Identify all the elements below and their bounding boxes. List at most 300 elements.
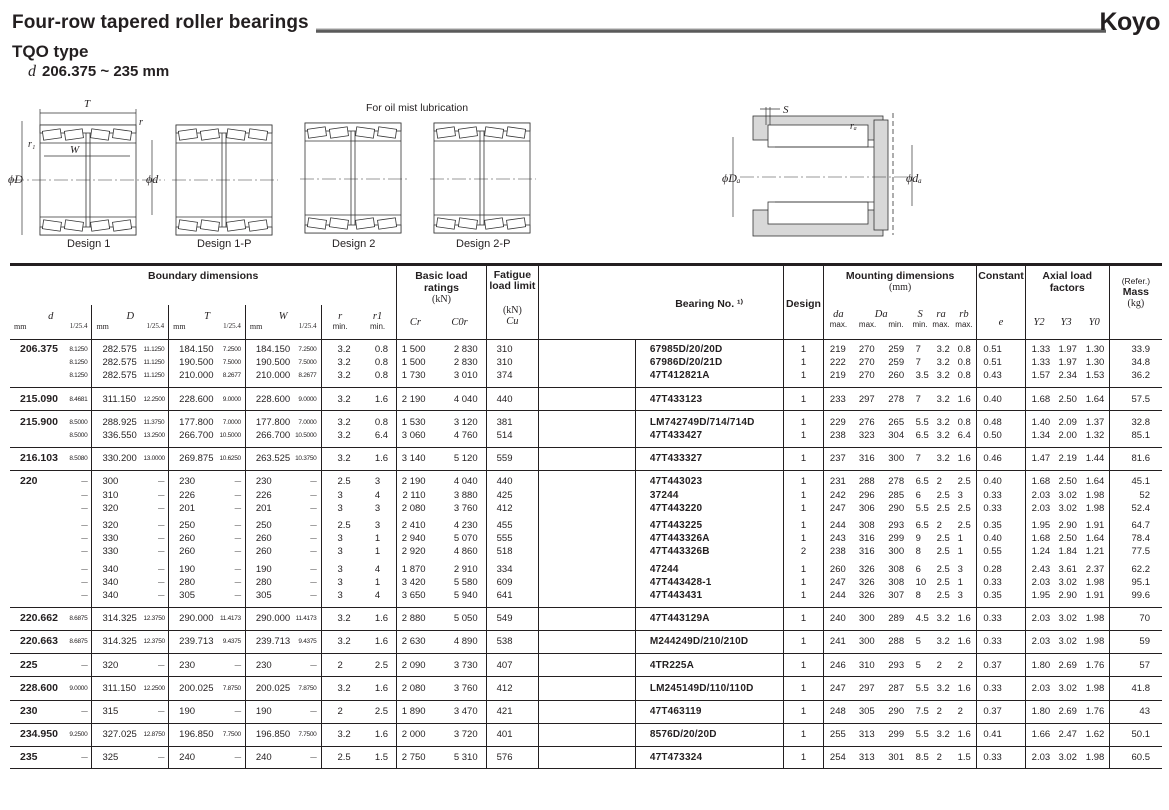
cell-Da-max: 326	[858, 590, 875, 602]
table-row	[10, 393, 1162, 406]
cell-T: 280	[169, 576, 218, 589]
cell-T: 190	[169, 563, 218, 576]
cell-Da-max: 316	[858, 533, 875, 545]
cell-r1: 3	[374, 520, 381, 532]
cell-T-in: 9.0000	[222, 395, 241, 403]
cell-da: 242	[823, 489, 852, 502]
cell-r: 2	[321, 705, 359, 718]
table-row	[10, 612, 1162, 625]
cell-T-in: 7.8750	[222, 684, 241, 692]
cell-D: 310	[92, 489, 143, 502]
cell-rb: 1.5	[957, 752, 971, 764]
design-1-label: Design 1	[67, 238, 111, 250]
col-Y0	[1080, 305, 1109, 339]
cell-r: 3.2	[321, 612, 359, 625]
cell-T: 290.000	[169, 612, 218, 625]
cell-Y3: 1.97	[1058, 344, 1077, 355]
cell-W: 228.600	[245, 393, 293, 406]
cell-da: 247	[823, 682, 852, 695]
cell-T-in: —	[234, 522, 241, 530]
cell-Y3: 3.02	[1058, 576, 1077, 588]
load-ratings-title: Basic load ratings	[415, 270, 468, 294]
cell-C0r: 3 760	[453, 502, 478, 514]
cell-W-in: 10.3750	[295, 455, 317, 463]
mass-label: Mass	[1122, 286, 1149, 298]
cell-d-in: —	[81, 578, 88, 586]
cell-no: 4TR225A	[635, 659, 783, 672]
cell-d-in: —	[81, 708, 88, 716]
cell-ra: 3.2	[936, 357, 950, 369]
cell-Y3: 2.90	[1058, 520, 1077, 532]
cell-e: 0.37	[977, 659, 1025, 672]
bearing-group	[10, 388, 1162, 411]
col-Cu-symbol: Cu	[506, 316, 519, 327]
cell-S: 5	[915, 636, 921, 648]
cell-r1: 1.6	[374, 453, 389, 465]
cell-Da-min: 290	[888, 502, 905, 514]
cell-D: 300	[92, 475, 143, 488]
cell-S: 6	[915, 489, 921, 501]
col-D-mm: mm	[96, 322, 109, 331]
col-r1-min: min.	[370, 322, 386, 331]
cell-e: 0.43	[977, 369, 1025, 382]
cell-no: M244249D/210/210D	[635, 635, 783, 648]
cell-r: 3	[321, 576, 359, 589]
cell-Cr: 2 750	[397, 751, 434, 764]
cell-no: 47244	[635, 563, 783, 576]
cell-Da-max: 316	[858, 546, 875, 558]
cell-Y2: 1.40	[1025, 416, 1052, 429]
cell-C0r: 2 830	[453, 357, 478, 369]
cell-S: 7	[915, 344, 921, 355]
cell-Da-max: 300	[858, 613, 875, 625]
cell-d	[10, 576, 60, 589]
cell-d-in: —	[81, 504, 88, 512]
cell-Cr: 3 420	[397, 576, 434, 589]
cell-C0r: 5 070	[453, 533, 478, 545]
cell-Cu: 310	[486, 343, 539, 356]
cell-C0r: 5 310	[453, 752, 478, 764]
cell-d: 220.663	[20, 635, 58, 648]
cell-no: 47T443220	[635, 502, 783, 515]
cell-rb: 1.6	[957, 636, 971, 648]
cell-no: LM245149D/110/110D	[635, 682, 783, 695]
cell-rb: 0.8	[957, 344, 971, 355]
cell-d: 234.950	[20, 728, 58, 741]
cell-W: 177.800	[245, 416, 293, 429]
cell-C0r: 5 050	[453, 613, 478, 625]
cell-D-in: 12.3750	[143, 615, 165, 623]
cell-no: 47T433427	[635, 429, 783, 442]
cell-ra: 2.5	[936, 533, 950, 545]
col-Y3-symbol: Y3	[1060, 317, 1072, 328]
cell-mass: 60.5	[1109, 751, 1162, 764]
col-r-min: min.	[332, 322, 348, 331]
cell-da: 254	[823, 751, 852, 764]
cell-D: 288.925	[92, 416, 143, 429]
table-row	[10, 563, 1162, 576]
cell-r1: 2.5	[374, 706, 389, 718]
cell-Da-min: 299	[888, 729, 905, 741]
cell-W-in: —	[310, 578, 317, 586]
table-row	[10, 502, 1162, 515]
cell-mass: 78.4	[1109, 532, 1162, 545]
cell-C0r: 4 040	[453, 476, 478, 488]
cell-d: 216.103	[20, 452, 58, 465]
cell-r: 3.2	[321, 369, 359, 382]
cell-Y3: 3.02	[1058, 613, 1077, 625]
cell-design: 1	[784, 635, 824, 648]
cell-T: 250	[169, 519, 218, 532]
cell-W-in: —	[310, 661, 317, 669]
cell-e: 0.46	[977, 452, 1025, 465]
cell-W-in: 10.5000	[295, 432, 317, 440]
cell-T: 260	[169, 545, 218, 558]
cell-mass: 64.7	[1109, 519, 1162, 532]
cell-D-in: 12.2500	[143, 395, 165, 403]
cell-Y0: 1.44	[1085, 453, 1105, 465]
cell-T-in: 9.4375	[222, 638, 241, 646]
svg-text:ϕdₐ: ϕdₐ	[906, 171, 922, 185]
cell-da: 241	[823, 635, 852, 648]
cell-D: 282.575	[92, 343, 143, 356]
cell-design: 1	[784, 475, 824, 488]
col-spacer	[539, 305, 636, 339]
cell-Y2: 1.24	[1025, 545, 1052, 558]
cell-spacer	[539, 728, 636, 741]
cell-d	[10, 502, 60, 515]
cell-r1: 2.5	[374, 659, 389, 671]
cell-spacer	[539, 356, 636, 369]
col-S-symbol: S	[917, 309, 923, 320]
cell-design: 1	[784, 416, 824, 429]
cell-Da-min: 259	[888, 344, 905, 355]
col-Cu	[486, 305, 539, 339]
cell-S: 6	[915, 563, 921, 575]
bearing-group	[10, 470, 1162, 607]
cell-C0r: 3 010	[453, 370, 478, 382]
cell-C0r: 4 890	[453, 636, 478, 648]
cell-r1: 1.6	[374, 682, 389, 694]
cell-no: 8576D/20/20D	[635, 728, 783, 741]
cell-D: 330.200	[92, 452, 143, 465]
cell-C0r: 3 720	[453, 729, 478, 741]
cell-Cr: 1 500	[397, 343, 434, 356]
cell-ra: 3.2	[936, 613, 950, 625]
cell-Y2: 2.03	[1025, 502, 1052, 515]
cell-r1: 3	[374, 502, 381, 514]
col-T-mm: mm	[173, 322, 186, 331]
cell-e: 0.51	[977, 356, 1025, 369]
cell-da: 255	[823, 728, 852, 741]
cell-W-in: 7.2500	[298, 346, 317, 353]
cell-T-in: —	[234, 754, 241, 762]
cell-D-in: 11.1250	[143, 359, 165, 367]
cell-rb: 1	[957, 546, 963, 558]
cell-T-in: —	[234, 504, 241, 512]
cell-rb: 2.5	[957, 502, 971, 514]
cell-Y3: 3.02	[1058, 636, 1077, 648]
table-row	[10, 343, 1162, 356]
range-value: 206.375 ~ 235 mm	[42, 63, 170, 80]
cell-e: 0.40	[977, 532, 1025, 545]
col-Da-max: max.	[858, 320, 877, 329]
cell-mass: 99.6	[1109, 589, 1162, 602]
cell-e: 0.33	[977, 751, 1025, 764]
cell-D-in: 13.2500	[143, 432, 165, 440]
cell-Cr: 2 090	[397, 659, 434, 672]
cell-da: 222	[823, 356, 852, 369]
cell-W: 200.025	[245, 682, 293, 695]
cell-design: 1	[784, 502, 824, 515]
cell-da: 231	[823, 475, 852, 488]
col-rb	[952, 305, 977, 339]
cell-ra: 3.2	[936, 729, 950, 741]
cell-mass: 36.2	[1109, 369, 1162, 382]
cell-d	[10, 545, 60, 558]
cell-spacer	[539, 751, 636, 764]
cell-Cr: 2 190	[397, 393, 434, 406]
col-d-in: 1/25.4	[69, 322, 88, 330]
cell-r: 3.2	[321, 416, 359, 429]
table-row	[10, 416, 1162, 429]
cell-T: 230	[169, 475, 218, 488]
cell-Y0: 1.53	[1085, 370, 1105, 382]
cell-Y3: 2.69	[1058, 706, 1077, 718]
cell-Da-max: 323	[858, 430, 875, 442]
cell-rb: 0.8	[957, 357, 971, 369]
mounting-header	[823, 265, 976, 306]
cell-Da-min: 300	[888, 453, 905, 465]
cell-D-in: 12.8750	[143, 731, 165, 739]
cell-W: 266.700	[245, 429, 293, 442]
cell-ra: 3.2	[936, 370, 950, 382]
cell-Y0: 1.76	[1085, 659, 1105, 671]
cell-T-in: —	[234, 592, 241, 600]
cell-T-in: —	[234, 478, 241, 486]
constant-header: Constant	[977, 265, 1025, 306]
design-2-label: Design 2	[332, 238, 376, 250]
cell-spacer	[539, 545, 636, 558]
design-1p-drawing	[172, 125, 278, 235]
cell-mass: 57.5	[1109, 393, 1162, 406]
cell-Y3: 2.00	[1058, 430, 1077, 442]
cell-D-in: —	[157, 535, 165, 543]
cell-C0r: 4 860	[453, 546, 478, 558]
cell-d-in: 8.1250	[69, 346, 88, 353]
bearing-no-header: Bearing No. ¹⁾	[635, 265, 783, 340]
cell-D: 330	[92, 532, 143, 545]
cell-e: 0.40	[977, 393, 1025, 406]
table-row	[10, 589, 1162, 602]
cell-C0r: 5 580	[453, 576, 478, 588]
cell-W: 210.000	[245, 369, 293, 382]
table-row	[10, 728, 1162, 741]
cell-Cr: 2 630	[397, 635, 434, 648]
cell-W-in: —	[310, 491, 317, 499]
cell-r1: 4	[374, 590, 381, 602]
cell-Cr: 2 000	[397, 728, 434, 741]
cell-Y2: 2.03	[1025, 682, 1052, 695]
cell-Y3: 3.02	[1058, 502, 1077, 514]
svg-text:r₁: r₁	[28, 139, 36, 150]
cell-T-in: 7.7500	[222, 731, 241, 739]
cell-mass: 32.8	[1109, 416, 1162, 429]
cell-spacer	[539, 532, 636, 545]
table-row	[10, 545, 1162, 558]
cell-Cr: 2 190	[397, 475, 434, 488]
cell-C0r: 4 230	[453, 520, 478, 532]
cell-Da-max: 288	[858, 476, 875, 488]
cell-rb: 2.5	[957, 520, 971, 532]
cell-d-in: —	[81, 535, 88, 543]
cell-d: 235	[20, 751, 38, 764]
cell-Y3: 3.61	[1058, 563, 1077, 575]
cell-Y0: 1.98	[1085, 613, 1105, 625]
bearing-group	[10, 700, 1162, 723]
cell-Y3: 2.69	[1058, 659, 1077, 671]
bearing-type: TQO type	[12, 42, 89, 61]
cell-d	[10, 489, 60, 502]
col-D-symbol: D	[126, 311, 135, 322]
cell-design: 1	[784, 532, 824, 545]
cell-W: 260	[245, 545, 293, 558]
cell-Da-max: 313	[858, 729, 875, 741]
cell-ra: 3.2	[936, 430, 950, 442]
cell-T: 201	[169, 502, 218, 515]
cell-d-in: —	[81, 754, 88, 762]
bearing-group	[10, 447, 1162, 470]
cell-Da-max: 326	[858, 576, 875, 588]
cell-Da-min: 308	[888, 563, 905, 575]
cell-Y0: 1.32	[1085, 430, 1105, 442]
cell-W: 230	[245, 659, 293, 672]
cell-ra: 3.2	[936, 453, 950, 465]
cell-Cu: 549	[486, 612, 539, 625]
cell-Y2: 1.80	[1025, 705, 1052, 718]
cell-T: 210.000	[169, 369, 218, 382]
cell-d: 215.090	[20, 392, 58, 405]
cell-d	[10, 589, 60, 602]
col-da-max: max.	[829, 320, 848, 329]
cell-C0r: 2 830	[453, 344, 478, 355]
cell-Cu: 641	[486, 589, 539, 602]
cell-Cu: 401	[486, 728, 539, 741]
spacer-header	[539, 265, 636, 306]
bore-range	[28, 63, 169, 81]
mass-header	[1109, 265, 1162, 340]
cell-spacer	[539, 612, 636, 625]
cell-W-in: —	[310, 754, 317, 762]
cell-r: 3	[321, 489, 359, 502]
cell-ra: 2	[936, 706, 942, 718]
col-d-mm: mm	[14, 322, 27, 331]
cell-Y3: 2.50	[1058, 393, 1077, 405]
col-Da-symbol: Da	[874, 309, 888, 320]
cell-Y2: 1.33	[1025, 343, 1052, 356]
cell-T-in: 10.5000	[219, 432, 241, 440]
cell-d: 206.375	[20, 343, 58, 355]
cell-D: 327.025	[92, 728, 143, 741]
cell-ra: 2	[936, 520, 942, 532]
cell-no: 47T443023	[635, 475, 783, 488]
cell-rb: 2.5	[957, 476, 971, 488]
cell-Cr: 2 410	[397, 519, 434, 532]
table-row	[10, 659, 1162, 672]
cell-Y2: 1.68	[1025, 393, 1052, 406]
table-row	[10, 576, 1162, 589]
cell-no: 47T473324	[635, 751, 783, 764]
cell-d: 230	[20, 705, 38, 718]
cell-W-in: —	[310, 592, 317, 600]
cell-S: 5.5	[915, 502, 929, 514]
cell-spacer	[539, 369, 636, 382]
cell-r: 2.5	[321, 475, 359, 488]
cell-T: 177.800	[169, 416, 218, 429]
load-ratings-unit: (kN)	[432, 294, 451, 305]
col-W	[245, 305, 321, 339]
cell-T: 226	[169, 489, 218, 502]
cell-e: 0.33	[977, 489, 1025, 502]
cell-design: 1	[784, 489, 824, 502]
cell-S: 8.5	[915, 752, 929, 764]
cell-Da-max: 270	[858, 344, 875, 355]
cell-rb: 6.4	[957, 430, 971, 442]
cell-da: 229	[823, 416, 852, 429]
cell-r: 3.2	[321, 728, 359, 741]
cell-d-in: —	[81, 592, 88, 600]
cell-Da-max: 308	[858, 520, 875, 532]
cell-Da-max: 310	[858, 659, 875, 671]
cell-r1: 0.8	[374, 344, 389, 355]
cell-mass: 45.1	[1109, 475, 1162, 488]
cell-Da-min: 301	[888, 752, 905, 764]
bearing-group	[10, 607, 1162, 630]
cell-Cr: 2 880	[397, 612, 434, 625]
cell-Y3: 2.47	[1058, 729, 1077, 741]
cell-r: 3.2	[321, 452, 359, 465]
cell-Y0: 1.37	[1085, 416, 1105, 428]
cell-Cr: 1 870	[397, 563, 434, 576]
cell-e: 0.33	[977, 612, 1025, 625]
cell-design: 2	[784, 545, 824, 558]
cell-e: 0.50	[977, 429, 1025, 442]
cell-Y3: 3.02	[1058, 489, 1077, 501]
cell-C0r: 5 940	[453, 590, 478, 602]
cell-D-in: 13.0000	[143, 455, 165, 463]
cell-mass: 52	[1109, 489, 1162, 502]
cell-e: 0.33	[977, 682, 1025, 695]
cell-T-in: 11.4173	[219, 615, 241, 623]
cell-W-in: 8.2677	[298, 372, 317, 380]
cell-Y0: 1.30	[1085, 344, 1105, 355]
col-C0r	[434, 305, 487, 339]
cell-spacer	[539, 429, 636, 442]
cell-D: 311.150	[92, 682, 143, 695]
cell-S: 5.5	[915, 682, 929, 694]
cell-ra: 2.5	[936, 576, 950, 588]
cell-d-in: 8.6875	[69, 615, 88, 623]
cell-design: 1	[784, 429, 824, 442]
cell-rb: 1.6	[957, 613, 971, 625]
cell-S: 6.5	[915, 476, 929, 488]
cell-rb: 1	[957, 533, 963, 545]
cell-r1: 3	[374, 476, 381, 488]
cell-D-in: —	[157, 708, 165, 716]
cell-d	[10, 563, 60, 576]
cell-spacer	[539, 343, 636, 356]
cell-W: 196.850	[245, 728, 293, 741]
